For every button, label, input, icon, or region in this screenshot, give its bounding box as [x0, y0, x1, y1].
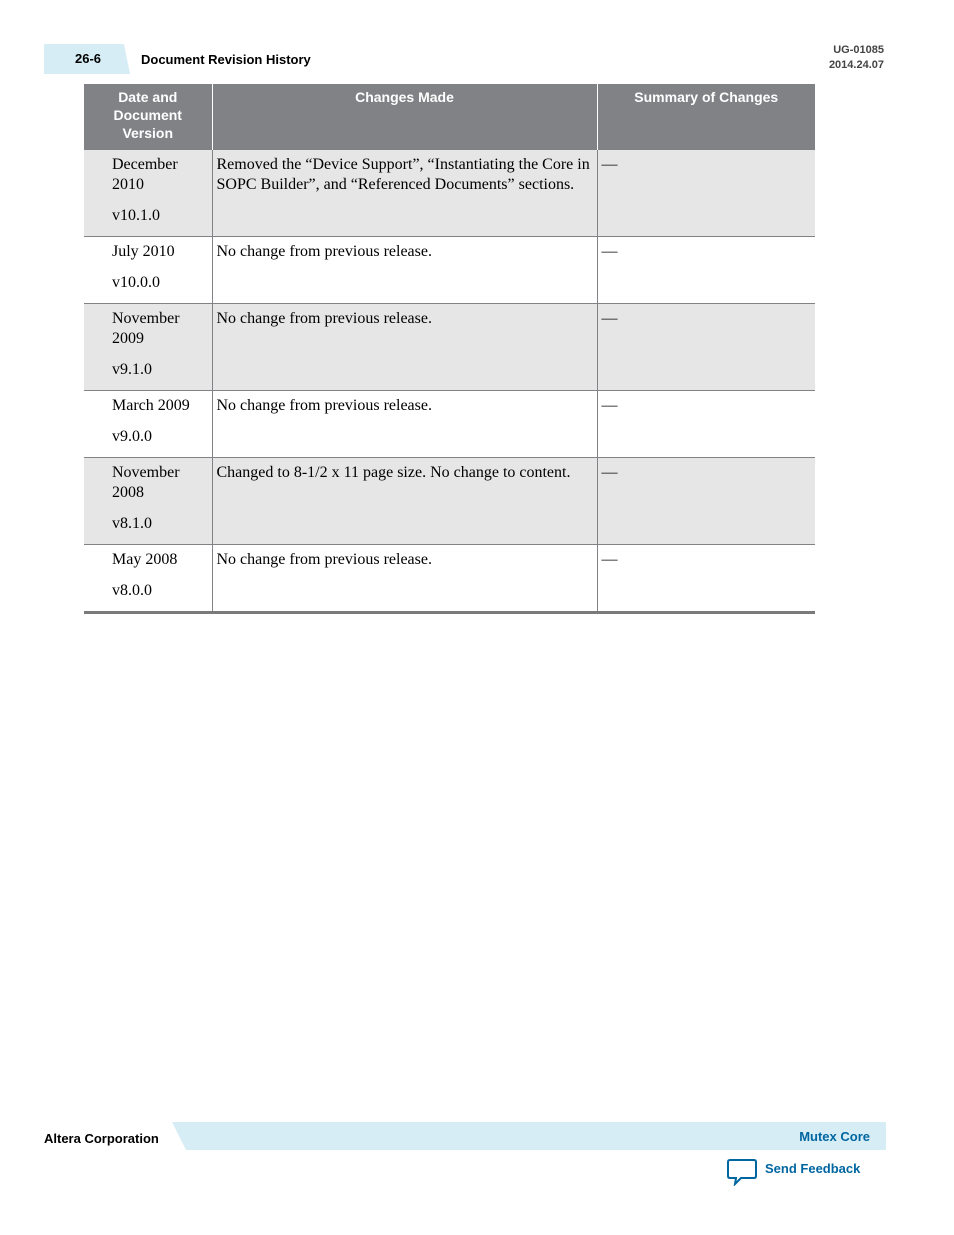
- date-version-cell: [84, 545, 212, 613]
- footer-company: Altera Corporation: [44, 1131, 159, 1146]
- summary-cell: —: [597, 237, 815, 304]
- page-number: 26-6: [75, 51, 102, 66]
- version-text: v8.0.0: [112, 582, 152, 599]
- date-text: July 2010: [112, 243, 175, 260]
- footer-band: [172, 1122, 886, 1150]
- footer-section-link[interactable]: Mutex Core: [799, 1129, 870, 1144]
- summary-cell: —: [597, 391, 815, 458]
- summary-cell: —: [597, 458, 815, 545]
- version-text: v10.1.0: [112, 207, 160, 224]
- table-row: [84, 545, 815, 613]
- date-text: May 2008: [112, 551, 178, 568]
- date-text: November 2009: [112, 310, 180, 347]
- doc-date: 2014.24.07: [828, 59, 884, 71]
- version-text: v8.1.0: [112, 515, 152, 532]
- section-title: Document Revision History: [141, 52, 311, 67]
- doc-id-block: [829, 43, 884, 73]
- date-version-cell: [84, 237, 212, 304]
- table-row: [84, 237, 815, 304]
- speech-bubble-icon: [727, 1158, 757, 1186]
- header-date-version: Date and Document Version: [84, 84, 212, 150]
- summary-cell: —: [597, 545, 815, 613]
- send-feedback-link[interactable]: [727, 1158, 860, 1188]
- table-row: [84, 150, 815, 237]
- date-text: March 2009: [112, 397, 190, 414]
- revision-history-table: [84, 84, 815, 614]
- version-text: v10.0.0: [112, 274, 160, 291]
- header-summary-of-changes: Summary of Changes: [597, 84, 815, 150]
- table-row: [84, 458, 815, 545]
- changes-cell: Changed to 8-1/2 x 11 page size. No change to content.: [212, 458, 597, 545]
- date-text: December 2010: [112, 156, 178, 193]
- version-text: v9.0.0: [112, 428, 152, 445]
- version-text: v9.1.0: [112, 361, 152, 378]
- date-version-cell: [84, 391, 212, 458]
- changes-cell: Removed the “Device Support”, “Instantiating the Core in SOPC Builder”, and “Referenced Documents” sections.: [212, 150, 597, 237]
- changes-cell: No change from previous release.: [212, 237, 597, 304]
- date-text: November 2008: [112, 464, 180, 501]
- header-changes-made: Changes Made: [212, 84, 597, 150]
- changes-cell: No change from previous release.: [212, 304, 597, 391]
- table-row: [84, 304, 815, 391]
- doc-id: UG-01085: [833, 44, 884, 56]
- date-version-cell: [84, 458, 212, 545]
- table-header-row: [84, 84, 815, 150]
- date-version-cell: [84, 150, 212, 237]
- changes-cell: No change from previous release.: [212, 391, 597, 458]
- summary-cell: —: [597, 304, 815, 391]
- summary-cell: —: [597, 150, 815, 237]
- date-version-cell: [84, 304, 212, 391]
- changes-cell: No change from previous release.: [212, 545, 597, 613]
- table-row: [84, 391, 815, 458]
- send-feedback-label: Send Feedback: [765, 1161, 861, 1176]
